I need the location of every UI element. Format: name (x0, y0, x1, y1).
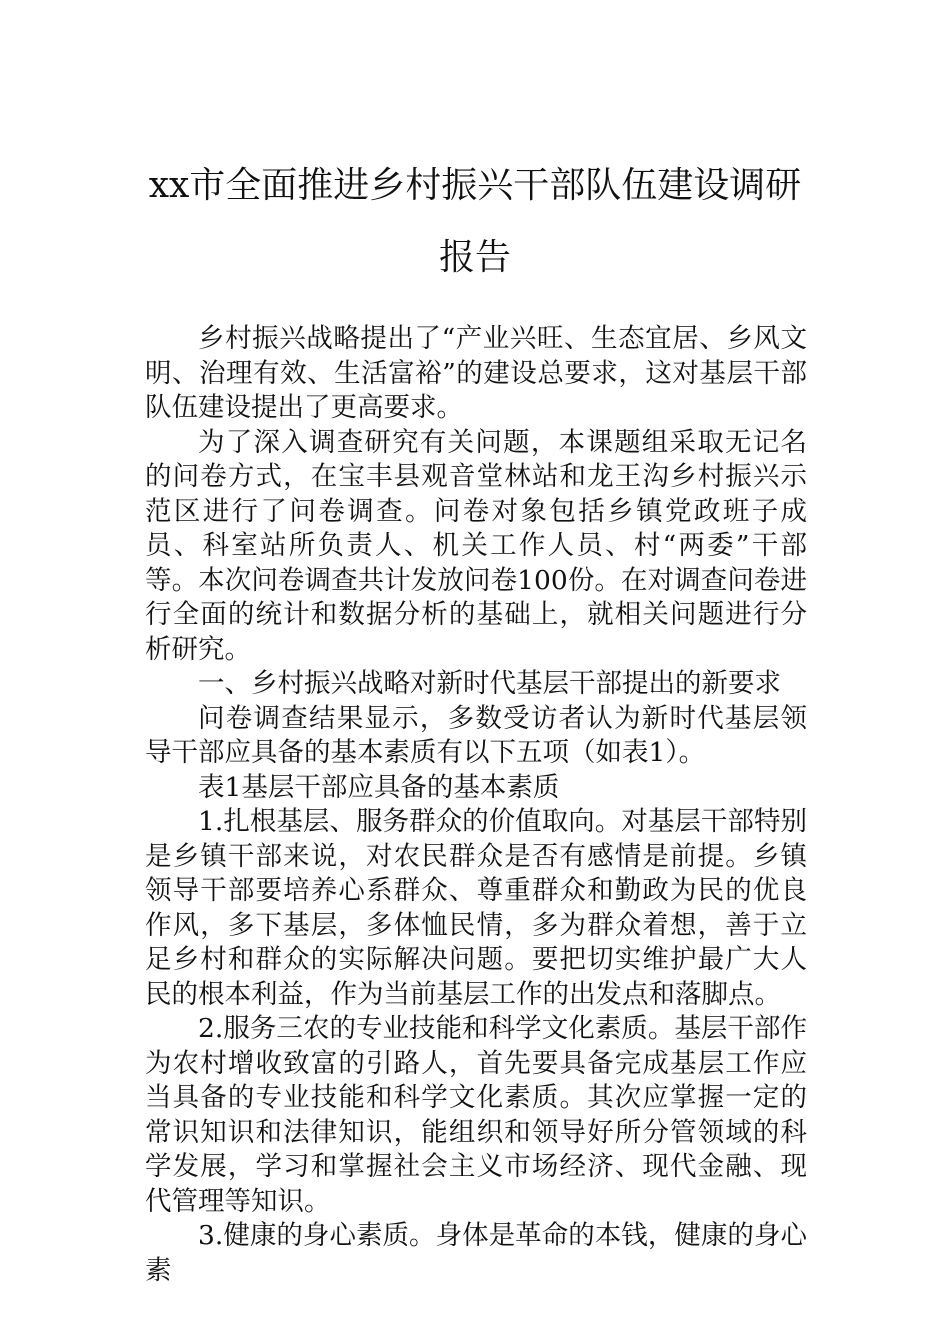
paragraph-item-2: 2.服务三农的专业技能和科学文化素质。基层干部作为农村增收致富的引路人，首先要具备完成基层工作应当具备的专业技能和科学文化素质。其次应掌握一定的常识知识和法律知识，能组织和领导好所分管领域的科学发展，学习和掌握社会主义市场经济、现代金融、现代管理等知识。 (145, 1013, 807, 1217)
title-line-1: xx市全面推进乡村振兴干部队伍建设调研 (148, 165, 802, 206)
document-body (145, 322, 807, 1288)
document-title (140, 150, 810, 294)
paragraph-intro: 乡村振兴战略提出了“产业兴旺、生态宜居、乡风文明、治理有效、生活富裕”的建设总要求，这对基层干部队伍建设提出了更高要求。 (145, 323, 807, 423)
section-heading-1: 一、乡村振兴战略对新时代基层干部提出的新要求 (198, 668, 781, 699)
paragraph-item-1: 1.扎根基层、服务群众的价值取向。对基层干部特别是乡镇干部来说，对农民群众是否有感情是前提。乡镇领导干部要培养心系群众、尊重群众和勤政为民的优良作风，多下基层，多体恤民情，多为群众着想，善于立足乡村和群众的实际解决问题。要把切实维护最广大人民的根本利益，作为当前基层工作的出发点和落脚点。 (145, 806, 807, 1010)
paragraph-item-3: 3.健康的身心素质。身体是革命的本钱，健康的身心素 (145, 1220, 807, 1286)
paragraph-survey-method: 为了深入调查研究有关问题，本课题组采取无记名的问卷方式，在宝丰县观音堂林站和龙王沟乡村振兴示范区进行了问卷调查。问卷对象包括乡镇党政班子成员、科室站所负责人、机关工作人员、村“两委”干部等。本次问卷调查共计发放问卷100份。在对调查问卷进行全面的统计和数据分析的基础上，就相关问题进行分析研究。 (145, 426, 807, 665)
title-line-2: 报告 (438, 237, 511, 278)
paragraph-survey-result: 问卷调查结果显示，多数受访者认为新时代基层领导干部应具备的基本素质有以下五项（如表1）。 (145, 702, 807, 768)
table-caption: 表1基层干部应具备的基本素质 (198, 771, 560, 803)
